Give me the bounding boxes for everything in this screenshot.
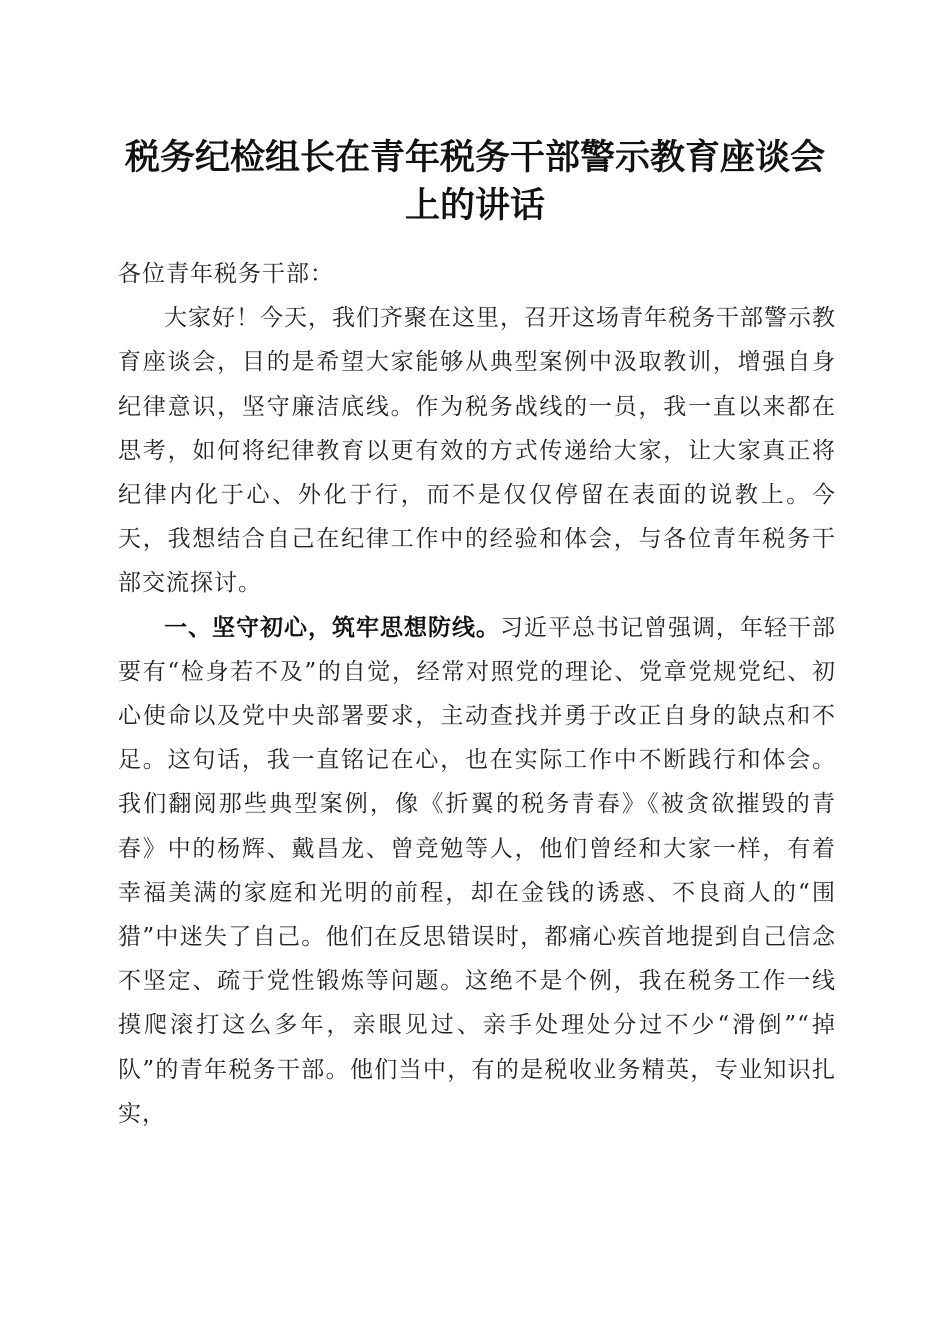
paragraph-section-1 — [118, 606, 836, 1136]
title-line-1: 税务纪检组长在青年税务干部警示教育座谈会 — [124, 137, 825, 178]
document-title — [100, 134, 850, 230]
section-1-text: 习近平总书记曾强调，年轻干部要有“检身若不及”的自觉，经常对照党的理论、党章党规党纪、初心使命以及党中央部署要求，主动查找并勇于改正自身的缺点和不足。这句话，我一直铭记在心，也在实际工作中不断践行和体会。我们翻阅那些典型案例，像《折翼的税务青春》《被贪欲摧毁的青春》中的杨辉、戴昌龙、曾竞勉等人，他们曾经和大家一样，有着幸福美满的家庭和光明的前程，却在金钱的诱惑、不良商人的“围猎”中迷失了自己。他们在反思错误时，都痛心疾首地提到自己信念不坚定、疏于党性锻炼等问题。这绝不是个例，我在税务工作一线摸爬滚打这么多年，亲眼见过、亲手处理处分过不少“滑倒”“掉队”的青年税务干部。他们当中，有的是税收业务精英，专业知识扎实， — [118, 614, 836, 1127]
salutation: 各位青年税务干部： — [118, 261, 334, 287]
paragraph-intro: 大家好！今天，我们齐聚在这里，召开这场青年税务干部警示教育座谈会，目的是希望大家能够从典型案例中汲取教训，增强自身纪律意识，坚守廉洁底线。作为税务战线的一员，我一直以来都在思考，如何将纪律教育以更有效的方式传递给大家，让大家真正将纪律内化于心、外化于行，而不是仅仅停留在表面的说教上。今天，我想结合自己在纪律工作中的经验和体会，与各位青年税务干部交流探讨。 — [118, 305, 836, 597]
section-1-heading: 一、坚守初心，筑牢思想防线。 — [164, 614, 500, 641]
document-body — [118, 252, 836, 1136]
title-line-2: 上的讲话 — [404, 185, 545, 226]
